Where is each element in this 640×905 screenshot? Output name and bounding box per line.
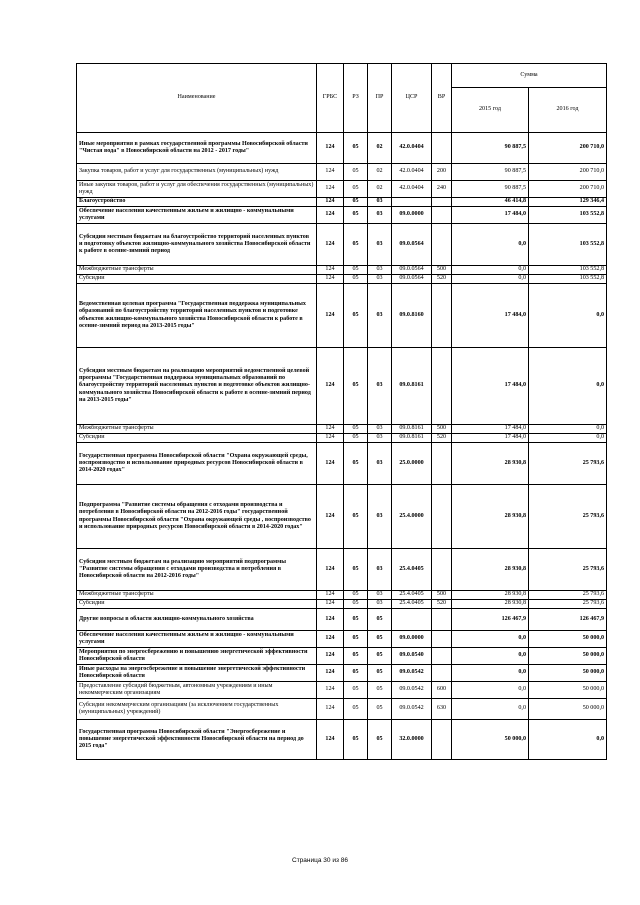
row-vr-cell	[432, 549, 452, 591]
row-vr-cell	[432, 133, 452, 164]
table-row	[77, 133, 607, 164]
row-sum-2016-cell: 50 000,0	[529, 682, 607, 699]
row-pr-cell: 03	[368, 275, 392, 284]
table-row	[77, 425, 607, 434]
table-row	[77, 549, 607, 591]
row-sum-2015-cell: 50 000,0	[452, 720, 529, 760]
table-row	[77, 266, 607, 275]
row-pr-cell: 03	[368, 443, 392, 485]
row-sum-2016-cell: 50 000,0	[529, 665, 607, 682]
row-grbs-cell: 124	[317, 434, 344, 443]
row-pr-cell: 05	[368, 631, 392, 648]
row-pr-cell: 05	[368, 665, 392, 682]
row-rz-cell: 05	[344, 434, 368, 443]
row-name-cell: Предоставление субсидий бюджетным, автономным учреждениям и иным некоммерческим организациям	[77, 682, 317, 699]
row-name-cell: Субсидии	[77, 434, 317, 443]
row-rz-cell: 05	[344, 609, 368, 631]
table-row	[77, 682, 607, 699]
row-pr-cell: 05	[368, 682, 392, 699]
row-sum-2015-cell: 126 467,9	[452, 609, 529, 631]
row-pr-cell: 05	[368, 720, 392, 760]
row-csr-cell: 09.0.0542	[392, 665, 432, 682]
header-name: Наименование	[77, 64, 317, 133]
row-sum-2016-cell: 25 793,6	[529, 443, 607, 485]
row-name-cell: Ведомственная целевая программа "Государственная поддержка муниципальных образований по благоустройству территорий населенных пунктов и подготовке объектов жилищно-коммунального хозяйства Новосибирской области к работе в осенне-зимний период на 2013-2015 годы"	[77, 284, 317, 348]
row-pr-cell: 03	[368, 434, 392, 443]
row-grbs-cell: 124	[317, 699, 344, 720]
row-vr-cell: 520	[432, 275, 452, 284]
row-name-cell: Обеспечение населения качественным жильем и жилищно - коммунальными услугами	[77, 631, 317, 648]
row-sum-2015-cell: 17 484,0	[452, 284, 529, 348]
row-pr-cell: 03	[368, 198, 392, 207]
row-csr-cell: 09.0.0564	[392, 224, 432, 266]
row-vr-cell: 500	[432, 591, 452, 600]
page-number: Страница 30 из 86	[292, 857, 348, 864]
table-row	[77, 665, 607, 682]
row-sum-2016-cell: 200 710,0	[529, 181, 607, 198]
row-rz-cell: 05	[344, 485, 368, 549]
row-name-cell: Государственная программа Новосибирской области "Охрана окружающей среды, воспроизводство и использование природных ресурсов Новосибирской области в 2014-2020 годах"	[77, 443, 317, 485]
row-name-cell: Межбюджетные трансферты	[77, 266, 317, 275]
row-csr-cell: 09.0.0000	[392, 631, 432, 648]
row-grbs-cell: 124	[317, 224, 344, 266]
row-csr-cell: 25.4.0405	[392, 600, 432, 609]
row-vr-cell: 200	[432, 164, 452, 181]
row-csr-cell	[392, 198, 432, 207]
row-sum-2016-cell: 103 552,8	[529, 224, 607, 266]
row-sum-2015-cell: 17 484,0	[452, 348, 529, 425]
header-vr: ВР	[432, 64, 452, 133]
row-sum-2015-cell: 90 887,5	[452, 181, 529, 198]
row-sum-2015-cell: 0,0	[452, 699, 529, 720]
row-rz-cell: 05	[344, 133, 368, 164]
row-grbs-cell: 124	[317, 665, 344, 682]
row-grbs-cell: 124	[317, 631, 344, 648]
table-row	[77, 224, 607, 266]
row-grbs-cell: 124	[317, 425, 344, 434]
row-name-cell: Мероприятия по энергосбережению и повышению энергетической эффективности Новосибирской области	[77, 648, 317, 665]
table-row	[77, 284, 607, 348]
table-row	[77, 443, 607, 485]
row-sum-2015-cell: 28 930,8	[452, 549, 529, 591]
row-name-cell: Межбюджетные трансферты	[77, 591, 317, 600]
row-vr-cell: 520	[432, 434, 452, 443]
row-grbs-cell: 124	[317, 198, 344, 207]
row-csr-cell: 09.0.0564	[392, 266, 432, 275]
row-sum-2016-cell: 0,0	[529, 425, 607, 434]
row-sum-2016-cell: 25 793,6	[529, 485, 607, 549]
row-name-cell: Субсидии местным бюджетам на реализацию мероприятий подпрограммы "Развитие системы обращения с отходами производства и потребления в Новосибирской области на 2012-2016 годы"	[77, 549, 317, 591]
budget-table	[76, 63, 607, 760]
row-pr-cell: 02	[368, 133, 392, 164]
row-sum-2015-cell: 28 930,8	[452, 600, 529, 609]
row-rz-cell: 05	[344, 699, 368, 720]
row-vr-cell	[432, 443, 452, 485]
row-sum-2015-cell: 90 887,5	[452, 164, 529, 181]
row-sum-2015-cell: 28 930,8	[452, 443, 529, 485]
row-sum-2016-cell: 0,0	[529, 434, 607, 443]
row-sum-2015-cell: 0,0	[452, 682, 529, 699]
row-csr-cell: 09.0.8161	[392, 348, 432, 425]
row-name-cell: Государственная программа Новосибирской области "Энергосбережение и повышение энергетической эффективности Новосибирской области на период до 2015 года"	[77, 720, 317, 760]
row-grbs-cell: 124	[317, 443, 344, 485]
table-row	[77, 181, 607, 198]
row-sum-2016-cell: 129 346,4	[529, 198, 607, 207]
row-name-cell: Другие вопросы в области жилищно-коммунального хозяйства	[77, 609, 317, 631]
row-sum-2015-cell: 90 887,5	[452, 133, 529, 164]
header-csr: ЦСР	[392, 64, 432, 133]
row-name-cell: Субсидии местным бюджетам на благоустройство территорий населенных пунктов и подготовку объектов жилищно-коммунального хозяйства Новосибирской области к работе в осенне-зимний период	[77, 224, 317, 266]
row-pr-cell: 03	[368, 485, 392, 549]
row-pr-cell: 05	[368, 699, 392, 720]
row-rz-cell: 05	[344, 549, 368, 591]
row-rz-cell: 05	[344, 181, 368, 198]
row-vr-cell: 630	[432, 699, 452, 720]
row-pr-cell: 03	[368, 284, 392, 348]
row-sum-2015-cell: 17 484,0	[452, 207, 529, 224]
row-rz-cell: 05	[344, 164, 368, 181]
row-rz-cell: 05	[344, 284, 368, 348]
row-grbs-cell: 124	[317, 207, 344, 224]
table-row	[77, 720, 607, 760]
row-csr-cell: 42.0.0404	[392, 164, 432, 181]
row-pr-cell: 02	[368, 181, 392, 198]
row-name-cell: Субсидия местным бюджетам на реализацию мероприятий ведомственной целевой программы "Государственная поддержка муниципальных образований по благоустройству территорий населенных пунктов и подготовке объектов жилищно-коммунального хозяйства Новосибирской области к работе в осенне-зимний период на 2013-2015 годы"	[77, 348, 317, 425]
table-row	[77, 699, 607, 720]
row-grbs-cell: 124	[317, 164, 344, 181]
row-rz-cell: 05	[344, 443, 368, 485]
row-pr-cell: 03	[368, 348, 392, 425]
row-sum-2015-cell: 0,0	[452, 224, 529, 266]
row-grbs-cell: 124	[317, 133, 344, 164]
header-rz: РЗ	[344, 64, 368, 133]
row-sum-2015-cell: 0,0	[452, 631, 529, 648]
row-sum-2016-cell: 50 000,0	[529, 648, 607, 665]
row-vr-cell	[432, 198, 452, 207]
row-vr-cell	[432, 720, 452, 760]
row-vr-cell	[432, 348, 452, 425]
table-row	[77, 164, 607, 181]
row-sum-2016-cell: 25 793,6	[529, 549, 607, 591]
row-rz-cell: 05	[344, 648, 368, 665]
row-rz-cell: 05	[344, 631, 368, 648]
row-rz-cell: 05	[344, 348, 368, 425]
row-sum-2015-cell: 0,0	[452, 266, 529, 275]
row-sum-2015-cell: 17 484,0	[452, 434, 529, 443]
row-name-cell: Обеспечение населения качественным жильем и жилищно - коммунальными услугами	[77, 207, 317, 224]
row-csr-cell: 25.4.0405	[392, 549, 432, 591]
row-csr-cell: 09.0.0542	[392, 682, 432, 699]
row-sum-2015-cell: 28 930,8	[452, 485, 529, 549]
row-grbs-cell: 124	[317, 648, 344, 665]
table-row	[77, 609, 607, 631]
row-csr-cell: 09.0.8161	[392, 434, 432, 443]
row-vr-cell	[432, 207, 452, 224]
header-2016: 2016 год	[529, 88, 607, 133]
row-name-cell: Субсидии некоммерческим организациям (за исключением государственных (муниципальных) учреждений)	[77, 699, 317, 720]
row-rz-cell: 05	[344, 665, 368, 682]
row-rz-cell: 05	[344, 224, 368, 266]
table-row	[77, 207, 607, 224]
row-rz-cell: 05	[344, 682, 368, 699]
row-pr-cell: 03	[368, 266, 392, 275]
row-csr-cell: 32.0.0000	[392, 720, 432, 760]
row-vr-cell	[432, 224, 452, 266]
row-pr-cell: 03	[368, 207, 392, 224]
row-grbs-cell: 124	[317, 600, 344, 609]
row-sum-2015-cell: 46 414,8	[452, 198, 529, 207]
row-sum-2016-cell: 25 793,6	[529, 591, 607, 600]
row-grbs-cell: 124	[317, 181, 344, 198]
row-csr-cell: 25.4.0405	[392, 591, 432, 600]
row-vr-cell	[432, 665, 452, 682]
header-2015: 2015 год	[452, 88, 529, 133]
row-grbs-cell: 124	[317, 275, 344, 284]
row-csr-cell: 25.4.0000	[392, 485, 432, 549]
table-body	[77, 133, 607, 760]
table-row	[77, 275, 607, 284]
row-rz-cell: 05	[344, 591, 368, 600]
row-sum-2016-cell: 103 552,8	[529, 207, 607, 224]
row-sum-2015-cell: 0,0	[452, 275, 529, 284]
row-name-cell: Субсидии	[77, 600, 317, 609]
row-csr-cell: 09.0.0542	[392, 699, 432, 720]
row-name-cell: Благоустройство	[77, 198, 317, 207]
row-csr-cell: 42.0.0404	[392, 133, 432, 164]
row-grbs-cell: 124	[317, 348, 344, 425]
row-name-cell: Иные закупки товаров, работ и услуг для обеспечения государственных (муниципальных) нужд	[77, 181, 317, 198]
row-vr-cell	[432, 485, 452, 549]
row-sum-2015-cell: 17 484,0	[452, 425, 529, 434]
table-row	[77, 485, 607, 549]
row-name-cell: Иные расходы на энергосбережение и повышение энергетической эффективности Новосибирской области	[77, 665, 317, 682]
row-grbs-cell: 124	[317, 682, 344, 699]
row-grbs-cell: 124	[317, 266, 344, 275]
row-sum-2015-cell: 28 930,8	[452, 591, 529, 600]
row-csr-cell: 09.0.0540	[392, 648, 432, 665]
row-csr-cell	[392, 609, 432, 631]
row-sum-2016-cell: 0,0	[529, 720, 607, 760]
row-vr-cell	[432, 284, 452, 348]
row-name-cell: Подпрограмма "Развитие системы обращения с отходами производства и потребления в Новосибирской области на 2012-2016 годы" государственной программы Новосибирской области "Охрана окружающей среды , воспроизводство и использование природных ресурсов Новосибирской области в 2014-2020 годах"	[77, 485, 317, 549]
row-sum-2016-cell: 126 467,9	[529, 609, 607, 631]
row-sum-2016-cell: 200 710,0	[529, 133, 607, 164]
row-sum-2016-cell: 25 793,6	[529, 600, 607, 609]
row-rz-cell: 05	[344, 600, 368, 609]
row-rz-cell: 05	[344, 720, 368, 760]
table-row	[77, 600, 607, 609]
row-vr-cell: 520	[432, 600, 452, 609]
table-row	[77, 348, 607, 425]
row-vr-cell	[432, 648, 452, 665]
row-csr-cell: 42.0.0404	[392, 181, 432, 198]
row-pr-cell: 03	[368, 224, 392, 266]
row-sum-2016-cell: 50 000,0	[529, 631, 607, 648]
row-sum-2016-cell: 50 000,0	[529, 699, 607, 720]
row-grbs-cell: 124	[317, 284, 344, 348]
table-row	[77, 648, 607, 665]
header-grbs: ГРБС	[317, 64, 344, 133]
table-row	[77, 631, 607, 648]
row-grbs-cell: 124	[317, 591, 344, 600]
row-grbs-cell: 124	[317, 720, 344, 760]
row-name-cell: Межбюджетные трансферты	[77, 425, 317, 434]
row-name-cell: Иные мероприятия в рамках государственной программы Новосибирской области "Чистая вода" в Новосибирской области на 2012 - 2017 годы"	[77, 133, 317, 164]
row-vr-cell	[432, 631, 452, 648]
header-sum: Сумма	[452, 64, 607, 88]
row-csr-cell: 09.0.8160	[392, 284, 432, 348]
row-pr-cell: 03	[368, 591, 392, 600]
row-pr-cell: 03	[368, 549, 392, 591]
row-csr-cell: 09.0.0564	[392, 275, 432, 284]
row-vr-cell: 600	[432, 682, 452, 699]
row-rz-cell: 05	[344, 266, 368, 275]
table-row	[77, 434, 607, 443]
row-vr-cell: 500	[432, 425, 452, 434]
table-row	[77, 198, 607, 207]
row-pr-cell: 05	[368, 648, 392, 665]
row-grbs-cell: 124	[317, 549, 344, 591]
row-vr-cell	[432, 609, 452, 631]
row-vr-cell: 500	[432, 266, 452, 275]
row-sum-2016-cell: 200 710,0	[529, 164, 607, 181]
row-name-cell: Закупка товаров, работ и услуг для государственных (муниципальных) нужд	[77, 164, 317, 181]
row-sum-2016-cell: 103 552,8	[529, 266, 607, 275]
table-row	[77, 591, 607, 600]
row-pr-cell: 03	[368, 600, 392, 609]
row-sum-2016-cell: 103 552,8	[529, 275, 607, 284]
row-csr-cell: 25.0.0000	[392, 443, 432, 485]
row-rz-cell: 05	[344, 425, 368, 434]
row-pr-cell: 03	[368, 425, 392, 434]
row-sum-2016-cell: 0,0	[529, 348, 607, 425]
row-pr-cell: 02	[368, 164, 392, 181]
row-sum-2015-cell: 0,0	[452, 648, 529, 665]
row-rz-cell: 05	[344, 207, 368, 224]
row-name-cell: Субсидии	[77, 275, 317, 284]
row-csr-cell: 09.0.8161	[392, 425, 432, 434]
row-csr-cell: 09.0.0000	[392, 207, 432, 224]
row-grbs-cell: 124	[317, 609, 344, 631]
row-rz-cell: 05	[344, 198, 368, 207]
header-pr: ПР	[368, 64, 392, 133]
row-grbs-cell: 124	[317, 485, 344, 549]
row-sum-2015-cell: 0,0	[452, 665, 529, 682]
row-rz-cell: 05	[344, 275, 368, 284]
row-pr-cell: 05	[368, 609, 392, 631]
row-vr-cell: 240	[432, 181, 452, 198]
row-sum-2016-cell: 0,0	[529, 284, 607, 348]
